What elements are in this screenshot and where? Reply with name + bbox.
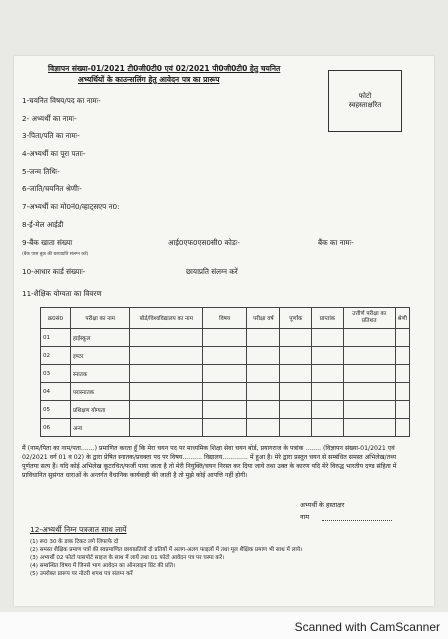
col-header-year: परीक्षा वर्ष: [247, 308, 280, 329]
field-father-name: 3-पिता/पति का नामः-: [22, 131, 80, 140]
row-exam: परास्नातक: [70, 383, 129, 401]
row-sno: 06: [41, 419, 71, 437]
col-header-division: श्रेणी: [395, 308, 409, 329]
bank-account-label: 9-बैंक खाता संख्या: [22, 238, 73, 247]
header-line-2: अभ्यर्थियों के काउन्सलिंग हेतु आवेदन पत्र का प्रारूप: [78, 75, 220, 84]
photo-signature-label: स्वहस्ताक्षरित: [348, 101, 382, 109]
ifsc-label: आई0एफ0एस0सी0 कोडः-: [168, 238, 240, 247]
scanner-footer: [0, 612, 448, 639]
signature-line: [322, 520, 392, 521]
field-name: 2- अभ्यर्थी का नामः-: [22, 114, 77, 123]
col-header-sno: क्र0सं0: [41, 308, 71, 329]
field-address: 4-अभ्यर्थी का पूरा पताः-: [22, 149, 86, 158]
table-row: [41, 365, 410, 383]
row-sno: 03: [41, 365, 71, 383]
list-item: (1) रू0 30 के डाक टिकट लगे लिफाफे दो: [30, 539, 119, 545]
photo-label: फोटो: [358, 91, 372, 100]
signature-name-label: नाम: [300, 513, 310, 521]
table-header-row: [41, 308, 410, 329]
field-dob: 5-जन्म तिथिः-: [22, 167, 60, 176]
col-header-maximum: पूर्णांक: [280, 308, 312, 329]
photo-box: [328, 70, 402, 132]
col-header-subject: विषय: [203, 308, 247, 329]
declaration-text: मैं (नाम/पिता का नाम/पता.......) प्रमाणित करता हूँ कि मेरा चयन पद पर माध्यमिक शिक्षा सेवा चयन बोर्ड, प्रयागराज के पत्रांक ........ (विज्ञापन संख्या-01/2021 एवं 02/2021 वर्ग 01 व 02) के द्वारा प्रेषित स्नातक/प्रवक्ता पद पर विषय.......... विद्यालय............. में हुआ है। मेरे द्वारा प्रस्तुत चयन से सम्बंधित समस्त अभिलेख/तथ्य पूर्णतया सत्य हैं। यदि कोई अभिलेख कूटरचित/फर्जी पाया जाता है तो मेरी नियुक्ति/चयन निरस्त कर दिया जाये तथा उक्त के कारण यदि मेरे विरुद्ध भारतीय दण्ड संहिता में प्राविधानित सुसंगत धाराओं के अन्तर्गत वैधानिक कार्यवाही की जाती है तो मुझे कोई आपत्ति नहीं होगी।: [22, 445, 397, 479]
row-sno: 01: [41, 329, 71, 347]
table-row: [41, 329, 410, 347]
list-item: (5) उपरोक्त प्रारूप पर नोटरी शपथ पत्र संलग्न करें: [30, 571, 133, 578]
field-mobile: 7-अभ्यर्थी का मो0नं0/व्हाट्सएप न0:: [22, 202, 120, 211]
col-header-obtained: प्राप्तांक: [312, 308, 344, 329]
row-exam: हाईस्कूल: [70, 329, 129, 347]
field-subject: 1-चयनित विषय/पद का नामः-: [22, 96, 101, 105]
row-exam: प्रशिक्षण योग्यता: [70, 401, 129, 419]
header-line-1: विज्ञापन संख्या-01/2021 टी0जी0टी0 एवं 02/2021 पी0जी0टी0 हेतु चयनित: [48, 64, 281, 73]
documents-list: [30, 538, 410, 579]
row-sno: 02: [41, 347, 71, 365]
row-exam: इण्टर: [70, 347, 129, 365]
aadhaar-label: 10-आधार कार्ड संख्याः-: [22, 267, 86, 276]
field-category: 6-जाति/चयनित श्रेणीः-: [22, 184, 82, 193]
row-exam: स्नातक: [70, 365, 129, 383]
row-sno: 04: [41, 383, 71, 401]
bank-name-label: बैंक का नामः-: [318, 238, 354, 247]
list-item: (4) सम्बन्धित विषय में जिनसे भाग आवेदन का ऑनलाइन प्रिंट की प्रति।: [30, 563, 176, 570]
scanner-watermark: Scanned with CamScanner: [294, 620, 440, 634]
row-sno: 05: [41, 401, 71, 419]
col-header-percentage: उत्तीर्ण परीक्षा का प्रतिशत: [343, 308, 395, 329]
table-row: [41, 383, 410, 401]
table-row: [41, 347, 410, 365]
field-email: 8-ई-मेल आईडी: [22, 220, 64, 229]
documents-title: 12-अभ्यर्थी निम्न पत्रजात साथ लायें: [30, 525, 127, 534]
aadhaar-copy-note: छायाप्रति संलग्न करें: [186, 267, 238, 276]
signature-label: अभ्यर्थी के हस्ताक्षर: [300, 501, 345, 509]
row-exam: अन्य: [70, 419, 129, 437]
list-item: (2) समस्त शैक्षिक प्रमाण पत्रों की स्वप्रमाणित छायाप्रतियों दो प्रतियों में अलग-अलग फाइलों में तथा मूल शैक्षिक प्रमाण भी साथ में लाये।: [30, 547, 303, 554]
list-item: (3) अभ्यर्थी 02 फोटो पासपोर्ट साइज के साथ में लायें तथा 01 फोटो आवेदन पत्र पर चस्पा करें।: [30, 555, 225, 562]
table-row: [41, 401, 410, 419]
table-row: [41, 419, 410, 437]
education-title: 11-शैक्षिक योग्यता का विवरण: [22, 289, 102, 298]
education-table: [40, 307, 410, 437]
col-header-board: बोर्ड/विश्वविद्यालय का नाम: [130, 308, 203, 329]
bank-note: (बैंक पास बुक की छायाप्रति संलग्न करें): [22, 252, 89, 257]
col-header-exam: परीक्षा का नाम: [70, 308, 129, 329]
